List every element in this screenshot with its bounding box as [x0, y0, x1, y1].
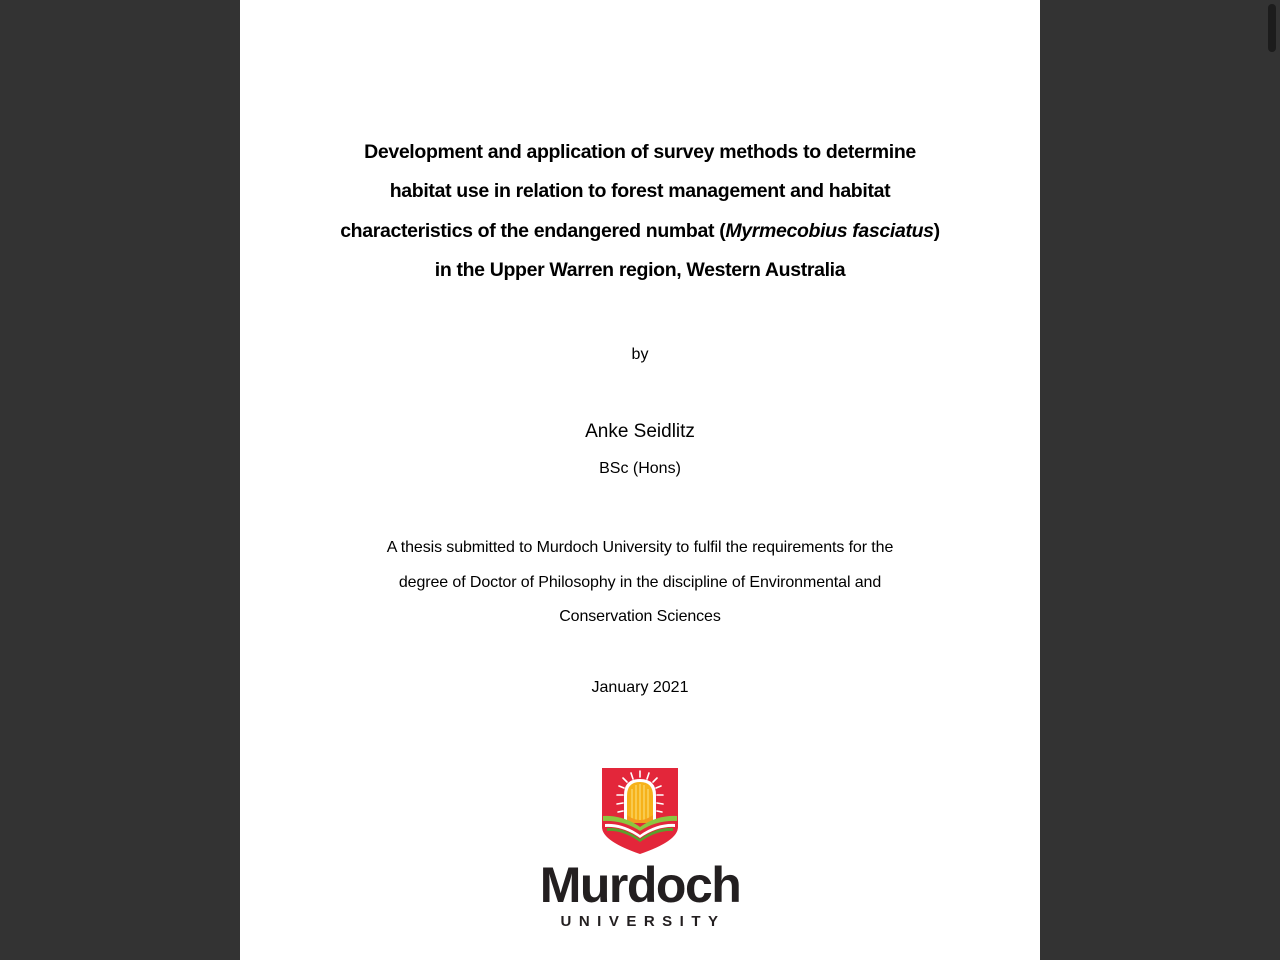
logo-subtitle: UNIVERSITY — [560, 913, 726, 930]
murdoch-university-logo — [530, 765, 750, 935]
title-line-2: habitat use in relation to forest management and habitat — [389, 180, 891, 203]
thesis-title — [240, 133, 1040, 290]
shield-crest-icon — [601, 767, 679, 855]
title-line-4: in the Upper Warren region, Western Australia — [434, 258, 846, 281]
vertical-scrollbar[interactable] — [1264, 0, 1280, 960]
title-line-3-prefix: characteristics of the endangered numbat ( — [340, 219, 726, 242]
thesis-statement — [240, 531, 1040, 635]
title-line-3-suffix: ) — [933, 219, 940, 242]
author-name: Anke Seidlitz — [585, 421, 695, 442]
title-line-3 — [240, 212, 1040, 251]
title-line-1: Development and application of survey methods to determine — [364, 141, 916, 163]
logo-wordmark: Murdoch — [539, 857, 741, 913]
species-name: Myrmecobius fasciatus — [725, 219, 934, 242]
submission-date: January 2021 — [591, 679, 689, 696]
document-page — [240, 0, 1040, 960]
author-degree: BSc (Hons) — [599, 460, 681, 477]
statement-line-1: A thesis submitted to Murdoch University to fulfil the requirements for the — [386, 539, 894, 556]
by-label: by — [631, 346, 649, 363]
scrollbar-thumb[interactable] — [1268, 4, 1276, 52]
statement-line-3: Conservation Sciences — [559, 608, 721, 625]
statement-line-2: degree of Doctor of Philosophy in the discipline of Environmental and — [398, 573, 882, 591]
